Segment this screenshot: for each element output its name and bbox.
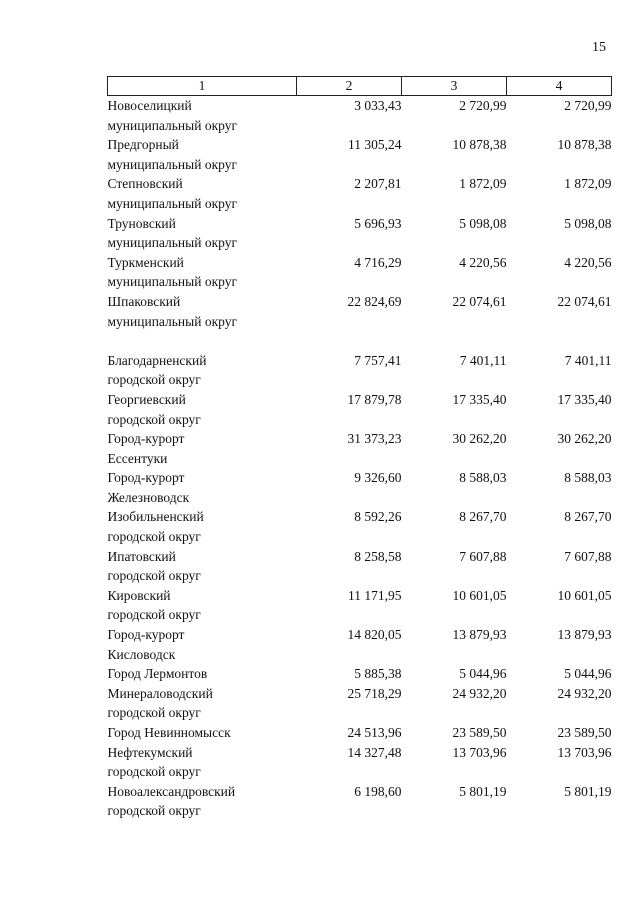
- district-name-cell: [108, 743, 297, 782]
- value-col-3: 5 098,08: [459, 215, 507, 231]
- column-header-3: 3: [402, 77, 507, 96]
- value-col-2: 7 757,41: [354, 352, 402, 368]
- value-col-3: 13 879,93: [452, 627, 507, 643]
- table-row: [108, 586, 612, 625]
- value-col-2: 14 327,48: [347, 744, 402, 760]
- district-name-cell: [108, 684, 297, 723]
- district-name-cell: [108, 135, 297, 174]
- district-name-line: Город-курорт: [107, 470, 185, 486]
- spacer-row: [108, 331, 612, 351]
- value-col-4: 5 044,96: [564, 666, 612, 682]
- district-name-line: Ипатовский: [107, 548, 176, 564]
- table-row: [108, 429, 612, 468]
- value-col-3: 23 589,50: [452, 725, 507, 740]
- table-row: [108, 684, 612, 723]
- value-col-2: 8 592,26: [354, 509, 402, 525]
- table-row: [108, 468, 612, 507]
- value-col-2: 14 820,05: [347, 627, 402, 643]
- table-row: [108, 253, 612, 292]
- district-name-line: Георгиевский: [107, 391, 186, 407]
- value-col-4: 10 878,38: [557, 137, 612, 153]
- district-name-line: муниципальный округ: [107, 235, 237, 251]
- district-name-line: Кировский: [107, 587, 171, 603]
- district-name-line: городской округ: [107, 529, 201, 545]
- district-name-cell: [108, 214, 297, 253]
- district-name-line: муниципальный округ: [107, 195, 237, 211]
- value-col-3: 8 588,03: [459, 470, 507, 486]
- district-name-cell: [108, 507, 297, 546]
- district-name-line: Нефтекумский: [107, 744, 193, 760]
- value-col-3: 5 801,19: [459, 783, 507, 799]
- value-col-2: 25 718,29: [347, 685, 402, 701]
- value-col-2: 31 373,23: [347, 431, 402, 447]
- district-name-line: Шпаковский: [107, 293, 181, 309]
- district-name-line: Новоалександровский: [107, 783, 236, 799]
- district-name-cell: [108, 625, 297, 664]
- district-name-cell: [108, 253, 297, 292]
- district-name-line: Новоселицкий: [107, 98, 192, 113]
- value-col-3: 13 703,96: [452, 744, 507, 760]
- value-col-2: 11 305,24: [348, 137, 402, 153]
- district-name-line: Ессентуки: [107, 450, 168, 466]
- district-name-line: Железноводск: [107, 489, 190, 505]
- value-col-4: 30 262,20: [557, 431, 612, 447]
- district-name-line: Город-курорт: [107, 431, 185, 447]
- district-name-line: городской округ: [107, 803, 201, 819]
- district-name-line: Минераловодский: [107, 685, 213, 701]
- column-header-1: 1: [108, 77, 297, 96]
- value-col-3: 7 401,11: [459, 352, 507, 368]
- value-col-3: 1 872,09: [459, 176, 507, 192]
- value-col-4: 5 098,08: [564, 215, 612, 231]
- spacer-cell: [108, 331, 612, 351]
- value-col-2: 9 326,60: [354, 470, 402, 486]
- district-name-line: городской округ: [107, 372, 201, 388]
- value-col-3: 7 607,88: [459, 548, 507, 564]
- district-name-line: Труновский: [107, 215, 176, 231]
- district-name-line: городской округ: [107, 411, 201, 427]
- column-header-2: 2: [297, 77, 402, 96]
- value-col-2: 3 033,43: [354, 98, 402, 113]
- value-col-3: 8 267,70: [459, 509, 507, 525]
- value-col-4: 24 932,20: [557, 685, 612, 701]
- district-name-line: Изобильненский: [107, 509, 204, 525]
- value-col-2: 4 716,29: [354, 254, 402, 270]
- table-row: [108, 390, 612, 429]
- value-col-2: 24 513,96: [347, 725, 402, 740]
- value-col-3: 4 220,56: [459, 254, 507, 270]
- value-col-2: 2 207,81: [354, 176, 402, 192]
- district-name-line: Город Невинномысск: [107, 725, 231, 740]
- table-row: [108, 547, 612, 586]
- district-name-cell: [108, 351, 297, 390]
- district-name-cell: [108, 664, 297, 684]
- value-col-3: 5 044,96: [459, 666, 507, 682]
- value-col-2: 5 885,38: [354, 666, 402, 682]
- table-row: [108, 351, 612, 390]
- district-name-line: Город-курорт: [107, 627, 185, 643]
- district-name-line: Туркменский: [107, 254, 184, 270]
- value-col-3: 30 262,20: [452, 431, 507, 447]
- value-col-3: 22 074,61: [452, 293, 507, 309]
- value-col-2: 8 258,58: [354, 548, 402, 564]
- value-col-2: 22 824,69: [347, 293, 402, 309]
- table-row: [108, 723, 612, 743]
- value-col-2: 17 879,78: [347, 391, 402, 407]
- district-name-line: Степновский: [107, 176, 183, 192]
- district-name-line: муниципальный округ: [107, 117, 237, 133]
- table-row: [108, 292, 612, 331]
- district-name-cell: [108, 547, 297, 586]
- value-col-4: 22 074,61: [557, 293, 612, 309]
- table-header-row: [108, 77, 612, 96]
- value-col-4: 8 588,03: [564, 470, 612, 486]
- table-row: [108, 664, 612, 684]
- district-name-cell: [108, 468, 297, 507]
- value-col-2: 6 198,60: [354, 783, 402, 799]
- value-col-4: 2 720,99: [564, 98, 612, 113]
- value-col-2: 5 696,93: [354, 215, 402, 231]
- district-name-line: Благодарненский: [107, 352, 207, 368]
- value-col-4: 23 589,50: [557, 725, 612, 740]
- district-name-line: городской округ: [107, 607, 201, 623]
- value-col-3: 17 335,40: [452, 391, 507, 407]
- district-name-line: городской округ: [107, 568, 201, 584]
- district-name-line: муниципальный округ: [107, 313, 237, 329]
- table-row: [108, 174, 612, 213]
- district-name-cell: [108, 723, 297, 743]
- value-col-4: 17 335,40: [557, 391, 612, 407]
- table-row: [108, 507, 612, 546]
- table-row: [108, 743, 612, 782]
- value-col-4: 1 872,09: [564, 176, 612, 192]
- table-row: [108, 625, 612, 664]
- district-name-line: городской округ: [107, 764, 201, 780]
- value-col-3: 2 720,99: [459, 98, 507, 113]
- district-name-line: Город Лермонтов: [107, 666, 208, 682]
- table-body: [108, 96, 612, 821]
- value-col-4: 13 879,93: [557, 627, 612, 643]
- district-name-cell: [108, 174, 297, 213]
- value-col-2: 11 171,95: [348, 587, 402, 603]
- district-name-line: Кисловодск: [107, 646, 176, 662]
- district-name-cell: [108, 586, 297, 625]
- value-col-3: 10 878,38: [452, 137, 507, 153]
- column-header-4: 4: [507, 77, 612, 96]
- table-row: [108, 96, 612, 136]
- district-name-cell: [108, 390, 297, 429]
- value-col-3: 10 601,05: [452, 587, 507, 603]
- value-col-4: 5 801,19: [564, 783, 612, 799]
- value-col-4: 13 703,96: [557, 744, 612, 760]
- district-name-line: муниципальный округ: [107, 156, 237, 172]
- value-col-4: 8 267,70: [564, 509, 612, 525]
- district-name-cell: [108, 429, 297, 468]
- table-row: [108, 214, 612, 253]
- value-col-4: 10 601,05: [557, 587, 612, 603]
- table-row: [108, 782, 612, 821]
- page-number: 15: [592, 40, 606, 55]
- district-name-cell: [108, 292, 297, 331]
- district-name-cell: [108, 782, 297, 821]
- table-row: [108, 135, 612, 174]
- budget-table: [107, 76, 612, 821]
- value-col-3: 24 932,20: [452, 685, 507, 701]
- value-col-4: 7 401,11: [564, 352, 612, 368]
- district-name-line: Предгорный: [107, 137, 179, 153]
- value-col-4: 4 220,56: [564, 254, 612, 270]
- district-name-line: муниципальный округ: [107, 274, 237, 290]
- value-col-4: 7 607,88: [564, 548, 612, 564]
- district-name-line: городской округ: [107, 705, 201, 721]
- district-name-cell: [108, 96, 297, 136]
